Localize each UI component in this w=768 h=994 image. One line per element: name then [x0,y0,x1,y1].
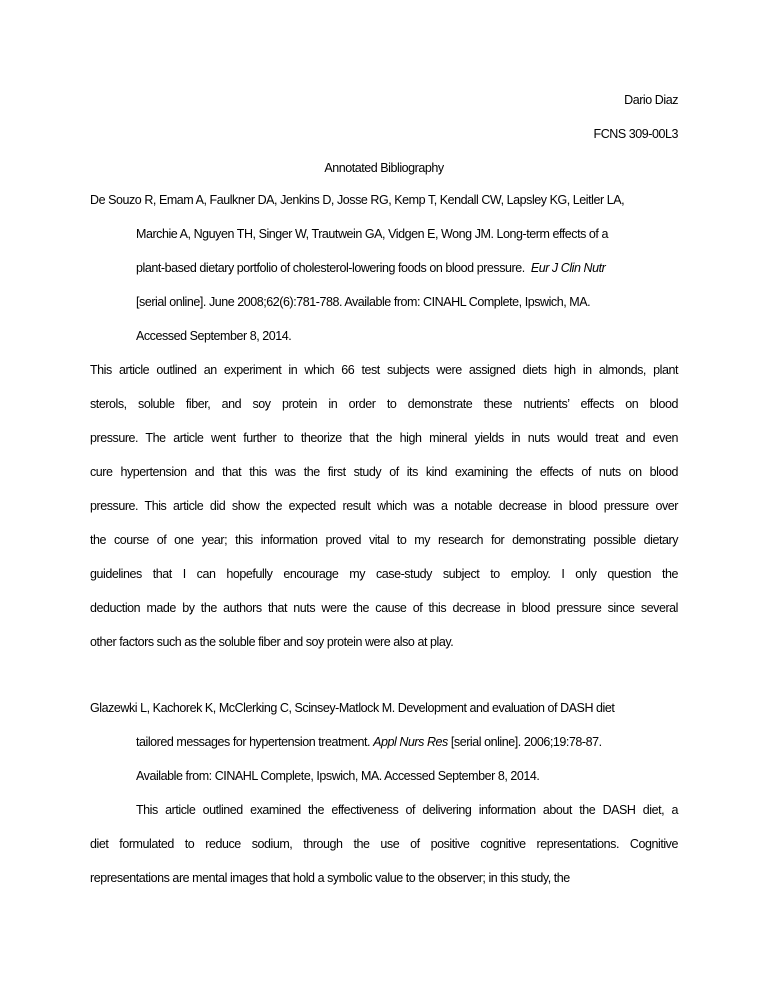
citation-1-line-4: [serial online]. June 2008;62(6):781-788. Available from: CINAHL Complete, Ipswich, MA. [136,295,591,309]
annotation-1-line: other factors such as the soluble fiber and soy protein were also at play. [90,635,454,649]
annotation-1-line: guidelines that I can hopefully encourage my case-study subject to employ. I only question the [90,567,678,581]
annotation-1-line: pressure. The article went further to theorize that the high mineral yields in nuts would treat and even [90,431,678,445]
annotation-1-line: sterols, soluble fiber, and soy protein in order to demonstrate these nutrients’ effects on blood [90,397,678,411]
citation-2-line-3: Available from: CINAHL Complete, Ipswich, MA. Accessed September 8, 2014. [136,769,540,783]
citation-1-line-1: De Souzo R, Emam A, Faulkner DA, Jenkins D, Josse RG, Kemp T, Kendall CW, Lapsley KG, Leitler LA, [90,193,625,207]
document-title: Annotated Bibliography [324,161,444,175]
citation-2-line-2: tailored messages for hypertension treatment. Appl Nurs Res [serial online]. 2006;19:78-87. [136,735,602,749]
annotation-2-line: diet formulated to reduce sodium, through the use of positive cognitive representations. Cognitive [90,837,678,851]
annotation-1-line: pressure. This article did show the expected result which was a notable decrease in blood pressure over [90,499,678,513]
author-name: Dario Diaz [624,93,678,107]
citation-2-line-1: Glazewki L, Kachorek K, McClerking C, Scinsey-Matlock M. Development and evaluation of DASH diet [90,701,615,715]
journal-title: Eur J Clin Nutr [530,261,606,275]
annotation-1-line: the course of one year; this information proved vital to my research for demonstrating possible dietary [90,533,678,547]
citation-1-line-5: Accessed September 8, 2014. [136,329,292,343]
citation-1-line-2: Marchie A, Nguyen TH, Singer W, Trautwein GA, Vidgen E, Wong JM. Long-term effects of a [136,227,608,241]
annotation-1-line: This article outlined an experiment in which 66 test subjects were assigned diets high in almonds, plant [90,363,678,377]
annotation-2-line: representations are mental images that hold a symbolic value to the observer; in this study, the [90,871,570,885]
annotation-2-line: This article outlined examined the effectiveness of delivering information about the DASH diet, a [136,803,678,817]
annotation-1-line: deduction made by the authors that nuts were the cause of this decrease in blood pressure since several [90,601,678,615]
journal-title: Appl Nurs Res [373,735,448,749]
course-code: FCNS 309-00L3 [593,127,678,141]
citation-1-line-3: plant-based dietary portfolio of cholesterol-lowering foods on blood pressure. Eur J Clin Nutr [136,261,606,275]
annotation-1-line: cure hypertension and that this was the first study of its kind examining the effects of nuts on blood [90,465,678,479]
